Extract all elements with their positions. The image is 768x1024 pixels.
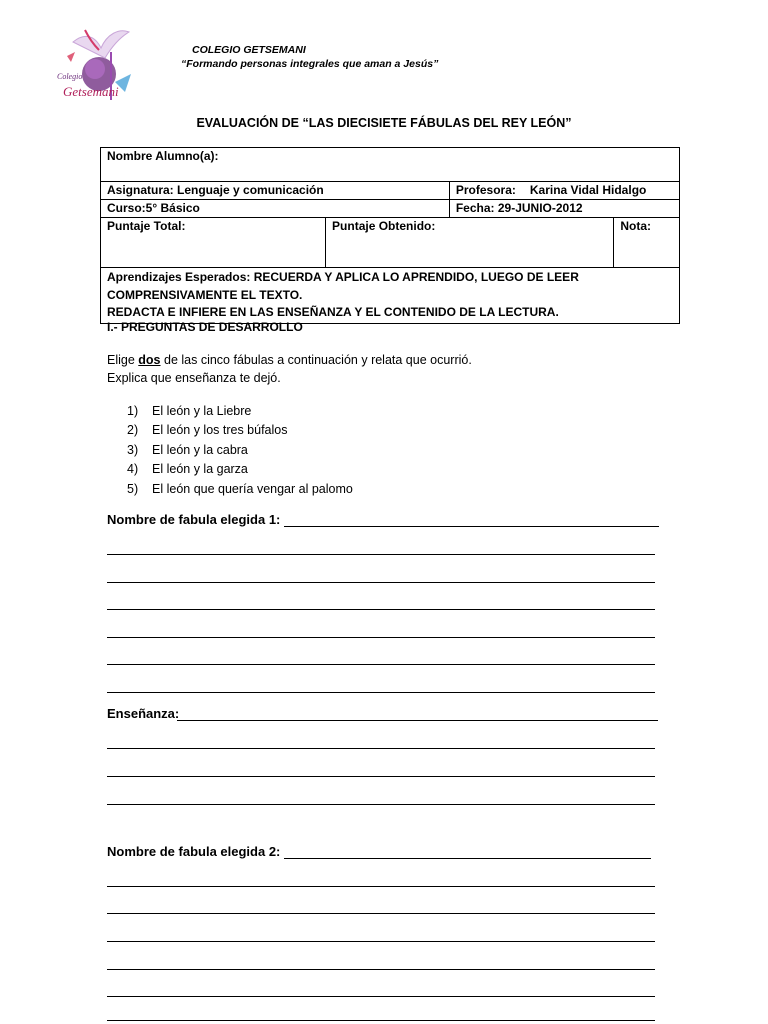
list-item	[127, 421, 353, 440]
obtained-score-field[interactable]	[326, 218, 614, 268]
fable-title: El león que quería vengar al palomo	[152, 481, 353, 496]
student-name-field[interactable]	[101, 148, 680, 182]
teacher-cell	[449, 182, 679, 200]
answer-line[interactable]	[107, 776, 655, 777]
course-cell	[101, 200, 450, 218]
instructions	[107, 351, 472, 387]
fable2-label: Nombre de fabula elegida 2:	[107, 844, 281, 859]
grade-field[interactable]	[614, 218, 680, 268]
section-heading: I.- PREGUNTAS DE DESARROLLO	[107, 320, 303, 334]
answer-line[interactable]	[107, 748, 655, 749]
list-number: 5)	[127, 481, 139, 496]
answer-line[interactable]	[107, 969, 655, 970]
answer-line[interactable]	[107, 996, 655, 997]
student-name-label: Nombre Alumno(a):	[107, 149, 219, 163]
grade-label: Nota:	[620, 219, 652, 233]
answer-line[interactable]	[107, 1020, 655, 1021]
obtained-score-label: Puntaje Obtenido:	[332, 219, 436, 233]
school-logo	[55, 22, 135, 108]
instruction-pre: Elige	[107, 353, 139, 367]
answer-line[interactable]	[107, 582, 655, 583]
fable-title: El león y la cabra	[152, 442, 248, 457]
expected-learning-line-3: REDACTA E INFIERE EN LAS ENSEÑANZA Y EL CONTENIDO DE LA LECTURA.	[107, 305, 559, 319]
list-item	[127, 480, 353, 499]
teaching-label: Enseñanza:	[107, 706, 180, 721]
list-number: 3)	[127, 442, 139, 457]
total-score-field[interactable]	[101, 218, 326, 268]
list-number: 4)	[127, 462, 139, 477]
instruction-line-2: Explica que enseñanza te dejó.	[107, 371, 281, 385]
list-item	[127, 441, 353, 460]
instruction-emphasis: dos	[138, 353, 161, 367]
answer-line[interactable]	[107, 941, 655, 942]
fable1-label: Nombre de fabula elegida 1:	[107, 512, 281, 527]
date-cell	[449, 200, 679, 218]
student-info-table	[100, 147, 680, 324]
subject-text: Asignatura: Lenguaje y comunicación	[107, 183, 324, 197]
course-text: Curso:5° Básico	[107, 201, 200, 215]
fable-list	[127, 402, 353, 499]
date-text: Fecha: 29-JUNIO-2012	[455, 201, 583, 215]
answer-line[interactable]	[107, 609, 655, 610]
answer-line[interactable]	[107, 664, 655, 665]
answer-line[interactable]	[107, 554, 655, 555]
instruction-line-1	[107, 351, 472, 369]
school-name: COLEGIO GETSEMANI	[192, 44, 306, 56]
logo-text-bottom: Getsemani	[63, 84, 119, 99]
teacher-label: Profesora:	[455, 183, 516, 197]
answer-line[interactable]	[107, 692, 655, 693]
expected-learning-cell	[101, 268, 680, 324]
list-item	[127, 460, 353, 479]
teaching-input-line[interactable]	[177, 720, 658, 721]
school-motto: “Formando personas integrales que aman a Jesús”	[181, 58, 439, 70]
answer-line[interactable]	[107, 637, 655, 638]
expected-learning-line-1: Aprendizajes Esperados: RECUERDA Y APLICA LO APRENDIDO, LUEGO DE LEER	[107, 270, 579, 284]
fable1-input-line[interactable]	[284, 526, 659, 527]
answer-line[interactable]	[107, 913, 655, 914]
expected-learning-line-2: COMPRENSIVAMENTE EL TEXTO.	[107, 287, 303, 302]
list-number: 2)	[127, 423, 139, 438]
fable-title: El león y los tres búfalos	[152, 423, 288, 438]
subject-cell	[101, 182, 450, 200]
logo-text-top: Colegio	[57, 72, 83, 81]
fable2-input-line[interactable]	[284, 858, 651, 859]
list-item	[127, 402, 353, 421]
fable-title: El león y la Liebre	[152, 404, 252, 418]
teacher-name: Karina Vidal Hidalgo	[529, 183, 647, 197]
instruction-post: de las cinco fábulas a continuación y relata que ocurrió.	[160, 353, 472, 367]
list-number: 1)	[127, 404, 139, 418]
answer-line[interactable]	[107, 886, 655, 887]
answer-line[interactable]	[107, 804, 655, 805]
page-title: EVALUACIÓN DE “LAS DIECISIETE FÁBULAS DEL REY LEÓN”	[196, 116, 572, 130]
fable-title: El león y la garza	[152, 462, 248, 477]
total-score-label: Puntaje Total:	[107, 219, 186, 233]
